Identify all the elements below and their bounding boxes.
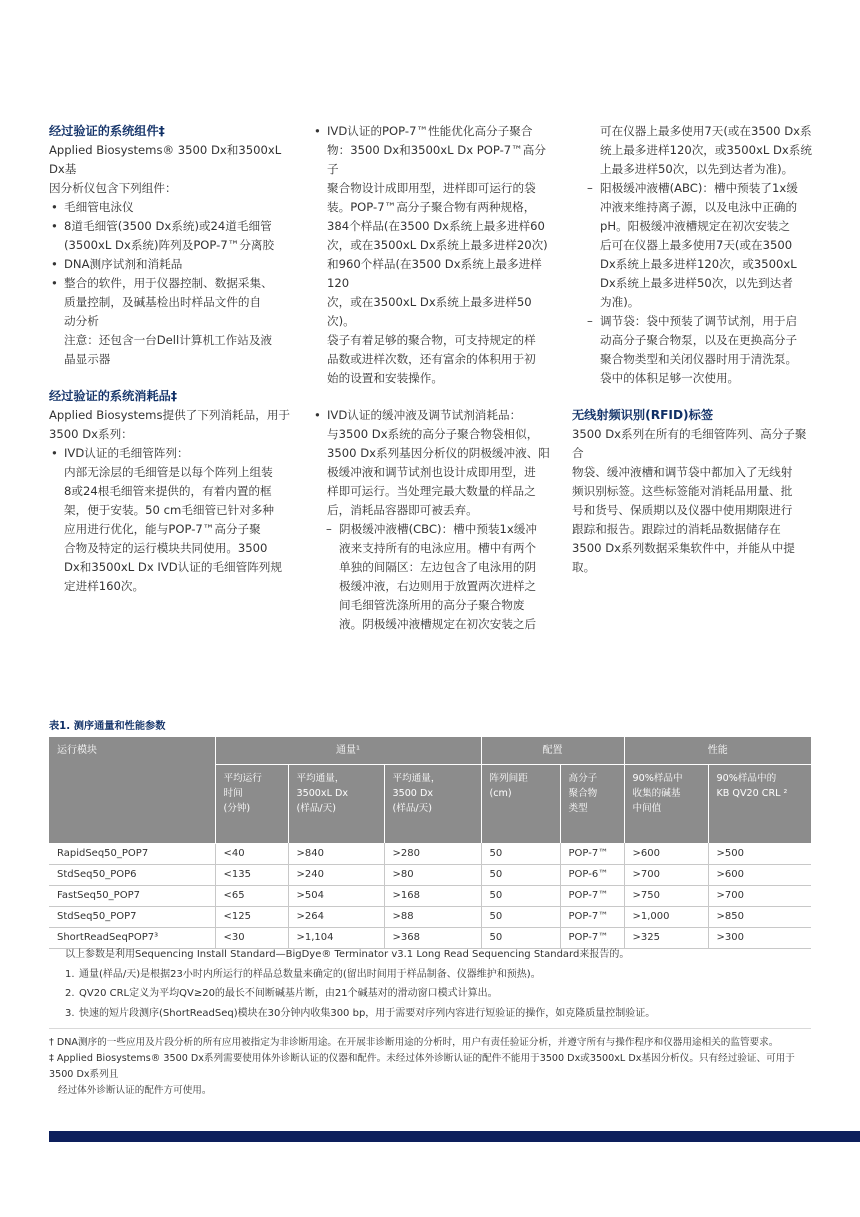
- table-notes: 以上参数是利用Sequencing Install Standard—BigDye® Terminator v3.1 Long Read Sequencing Standard来报告的。 1. 通量(样品/天)是根据23小时内所运行的样品总数量来确定的(留出时间用于样品制备、仪器维护和预热)。 2. QV20 CRL定义为平均QV≥20的最长不间断碱基片断，由21个碱基对的滑动窗口模式计算出。 3. 快速的短片段测序(ShortReadSeq)模块在30分钟内收集300 bp，用于需要对序列内容进行短验证的操作，如克隆质量控制验证。: [49, 945, 811, 1023]
- table-cell: RapidSeq50_POP7: [49, 843, 215, 864]
- table-cell: POP-7™: [560, 927, 624, 948]
- table-cell: 50: [481, 864, 560, 885]
- column-1: [49, 122, 293, 596]
- table-cell: POP-7™: [560, 906, 624, 927]
- section-title-rfid: 无线射频识别(RFID)标签: [572, 408, 714, 422]
- table-cell: >168: [384, 885, 481, 906]
- table-cell: POP-7™: [560, 885, 624, 906]
- header-cell: 平均通量， 3500xL Dx (样品/天): [288, 765, 384, 844]
- polymer-list: [312, 122, 554, 388]
- table-cell: 50: [481, 927, 560, 948]
- header-cell: 阵列间距 (cm): [481, 765, 560, 844]
- spec-table: [49, 737, 811, 949]
- list-item: • 整合的软件，用于仪器控制、数据采集、 质量控制，及碱基检出时样品文件的自 动分析: [49, 274, 293, 331]
- list-item-conditioning: – 调节袋：袋中预装了调节试剂，用于启 动高分子聚合物泵，以及在更换高分子 聚合物类型和关闭仪器时用于清洗泵。 袋中的体积足够一次使用。: [587, 312, 814, 388]
- list-item: • IVD认证的POP-7™性能优化高分子聚合 物：3500 Dx和3500xL Dx POP-7™高分子 聚合物设计成即用型，进样即可运行的袋 装。POP-7™高分子聚合物有两种规格， 384个样品(在3500 Dx系统上最多进样60 次，或在3500xL Dx系统上最多进样20次) 和960个样品(在3500 Dx系统上最多进样120 次，或在3500xL Dx系统上最多进样50次)。 袋子有着足够的聚合物，可支持规定的样 品数或进样次数，还有富余的体积用于初 始的设置和安装操作。: [312, 122, 554, 388]
- table-cell: 50: [481, 906, 560, 927]
- header-cell: 90%样品中 收集的碱基 中间值: [624, 765, 708, 844]
- list-item: • 毛细管电泳仪: [49, 198, 293, 217]
- table-cell: >1,000: [624, 906, 708, 927]
- components-intro: Applied Biosystems® 3500 Dx和3500xL Dx基 因分析仪包含下列组件：: [49, 143, 282, 195]
- note-item: 1. 通量(样品/天)是根据23小时内所运行的样品总数量来确定的(留出时间用于样品制备、仪器维护和预热)。: [65, 968, 541, 980]
- list-item: • IVD认证的缓冲液及调节试剂消耗品： 与3500 Dx系统的高分子聚合物袋相似， 3500 Dx系列基因分析仪的阴极缓冲液、阳 极缓冲液和调节试剂也设计成即用型，进 样即可运行。当处理完最大数量的样品之 后，消耗品容器即可被丢弃。 – 阴极缓冲液槽(CBC)：槽中预装1x缓冲 液来支持所有的电泳应用。槽中有两个 单独的间隔区：左边包含了电泳用的阴 极缓冲液，右边则用于放置两次进样之 间毛细管洗涤所用的高分子聚合物废 液。阴极缓冲液槽规定在初次安装之后: [312, 406, 554, 634]
- table-cell: 50: [481, 843, 560, 864]
- cbc-continued: 可在仪器上最多使用7天(或在3500 Dx系 统上最多进样120次，或3500xL Dx系统 上最多进样50次，以先到达者为准)。: [600, 124, 812, 176]
- table-cell: >500: [708, 843, 811, 864]
- table-cell: StdSeq50_POP6: [49, 864, 215, 885]
- table-cell: >840: [288, 843, 384, 864]
- header-performance: 性能: [624, 737, 811, 765]
- buffer-sublist: [572, 179, 814, 388]
- footnote-double-dagger: ‡ Applied Biosystems® 3500 Dx系列需要使用体外诊断认证的仪器和配件。未经过体外诊断认证的配件不能用于3500 Dx或3500xL Dx基因分析仪。只有经过验证、可用于3500 Dx系列且: [49, 1053, 795, 1080]
- table-cell: >1,104: [288, 927, 384, 948]
- table-cell: >504: [288, 885, 384, 906]
- footnote-dagger: † DNA测序的一些应用及片段分析的所有应用被指定为非诊断用途。在开展非诊断用途的分析时，用户有责任验证分析，并遵守所有与操作程序和仪器用途相关的监管要求。: [49, 1037, 779, 1048]
- table-cell: <135: [215, 864, 288, 885]
- table-row: [49, 906, 811, 927]
- table-cell: >750: [624, 885, 708, 906]
- footnotes: [49, 1035, 811, 1099]
- table-cell: >88: [384, 906, 481, 927]
- table-title: 表1. 测序通量和性能参数: [49, 721, 166, 732]
- column-2: [312, 122, 554, 634]
- components-list: [49, 198, 293, 331]
- buffer-list: [312, 406, 554, 634]
- consumables-list: [49, 444, 293, 596]
- section-title-validated-consumables: 经过验证的系统消耗品‡: [49, 389, 177, 403]
- table-cell: >325: [624, 927, 708, 948]
- table-cell: >300: [708, 927, 811, 948]
- list-item: • DNA测序试剂和消耗品: [49, 255, 293, 274]
- table-cell: >240: [288, 864, 384, 885]
- table-cell: <125: [215, 906, 288, 927]
- table-cell: >264: [288, 906, 384, 927]
- table-cell: 50: [481, 885, 560, 906]
- list-item: • 8道毛细管(3500 Dx系统)或24道毛细管 (3500xL Dx系统)阵列及POP-7™分离胶: [49, 217, 293, 255]
- table-cell: POP-7™: [560, 843, 624, 864]
- note-item: 2. QV20 CRL定义为平均QV≥20的最长不间断碱基片断，由21个碱基对的滑动窗口模式计算出。: [65, 988, 498, 999]
- table-row: [49, 864, 811, 885]
- table-row: [49, 843, 811, 864]
- footnote-double-dagger-cont: 经过体外诊断认证的配件方可使用。: [58, 1085, 212, 1096]
- header-cell: 90%样品中的 KB QV20 CRL ²: [708, 765, 811, 844]
- table-cell: >80: [384, 864, 481, 885]
- note-item: 3. 快速的短片段测序(ShortReadSeq)模块在30分钟内收集300 bp，用于需要对序列内容进行短验证的操作，如克隆质量控制验证。: [65, 1007, 656, 1019]
- list-item: • IVD认证的毛细管阵列： 内部无涂层的毛细管是以每个阵列上组装 8或24根毛细管来提供的，有着内置的框 架，便于安装。50 cm毛细管已针对多种 应用进行优化，能与POP-7™高分子聚 合物及特定的运行模块共同使用。3500 Dx和3500xL Dx IVD认证的毛细管阵列规 定进样160次。: [49, 444, 293, 596]
- table-cell: StdSeq50_POP7: [49, 906, 215, 927]
- table-cell: >700: [708, 885, 811, 906]
- table-cell: >600: [708, 864, 811, 885]
- table-cell: ShortReadSeqPOP7³: [49, 927, 215, 948]
- header-cell: 平均运行 时间 (分钟): [215, 765, 288, 844]
- table-group-header: [49, 737, 811, 765]
- header-cell: 平均通量， 3500 Dx (样品/天): [384, 765, 481, 844]
- header-configuration: 配置: [481, 737, 624, 765]
- table-cell: >700: [624, 864, 708, 885]
- column-3: [572, 122, 814, 577]
- footer-bar: [49, 1131, 860, 1142]
- table-cell: <65: [215, 885, 288, 906]
- list-item-abc: – 阳极缓冲液槽(ABC)：槽中预装了1x缓 冲液来维持离子源，以及电泳中正确的 pH。阳极缓冲液槽规定在初次安装之 后可在仪器上最多使用7天(或在3500 Dx系统上最多进样120次，或3500xL Dx系统上最多进样50次，以先到达者 为准)。: [587, 179, 814, 312]
- table-cell: <30: [215, 927, 288, 948]
- table-cell: >280: [384, 843, 481, 864]
- header-run-module: 运行模块: [49, 737, 215, 843]
- table-cell: <40: [215, 843, 288, 864]
- list-item-cbc: – 阴极缓冲液槽(CBC)：槽中预装1x缓冲 液来支持所有的电泳应用。槽中有两个 单独的间隔区：左边包含了电泳用的阴 极缓冲液，右边则用于放置两次进样之 间毛细管洗涤所用的高分子聚合物废 液。阴极缓冲液槽规定在初次安装之后: [326, 520, 554, 634]
- table-cell: >600: [624, 843, 708, 864]
- table-cell: POP-6™: [560, 864, 624, 885]
- section-title-validated-components: 经过验证的系统组件‡: [49, 124, 165, 138]
- consumables-intro: Applied Biosystems提供了下列消耗品，用于 3500 Dx系列：: [49, 408, 291, 441]
- table-cell: FastSeq50_POP7: [49, 885, 215, 906]
- table-row: [49, 885, 811, 906]
- rfid-text: 3500 Dx系列在所有的毛细管阵列、高分子聚合 物袋、缓冲液槽和调节袋中都加入了无线射 频识别标签。这些标签能对消耗品用量、批 号和货号、保质期以及仪器中使用期限进行 跟踪和报告。跟踪过的消耗品数据储存在 3500 Dx系列数据采集软件中，并能从中提取。: [572, 427, 807, 574]
- table-cell: >850: [708, 906, 811, 927]
- header-throughput: 通量¹: [215, 737, 481, 765]
- table-cell: >368: [384, 927, 481, 948]
- divider: [49, 1028, 811, 1029]
- header-cell: 高分子 聚合物 类型: [560, 765, 624, 844]
- components-note: 注意：还包含一台Dell计算机工作站及液 晶显示器: [64, 333, 273, 366]
